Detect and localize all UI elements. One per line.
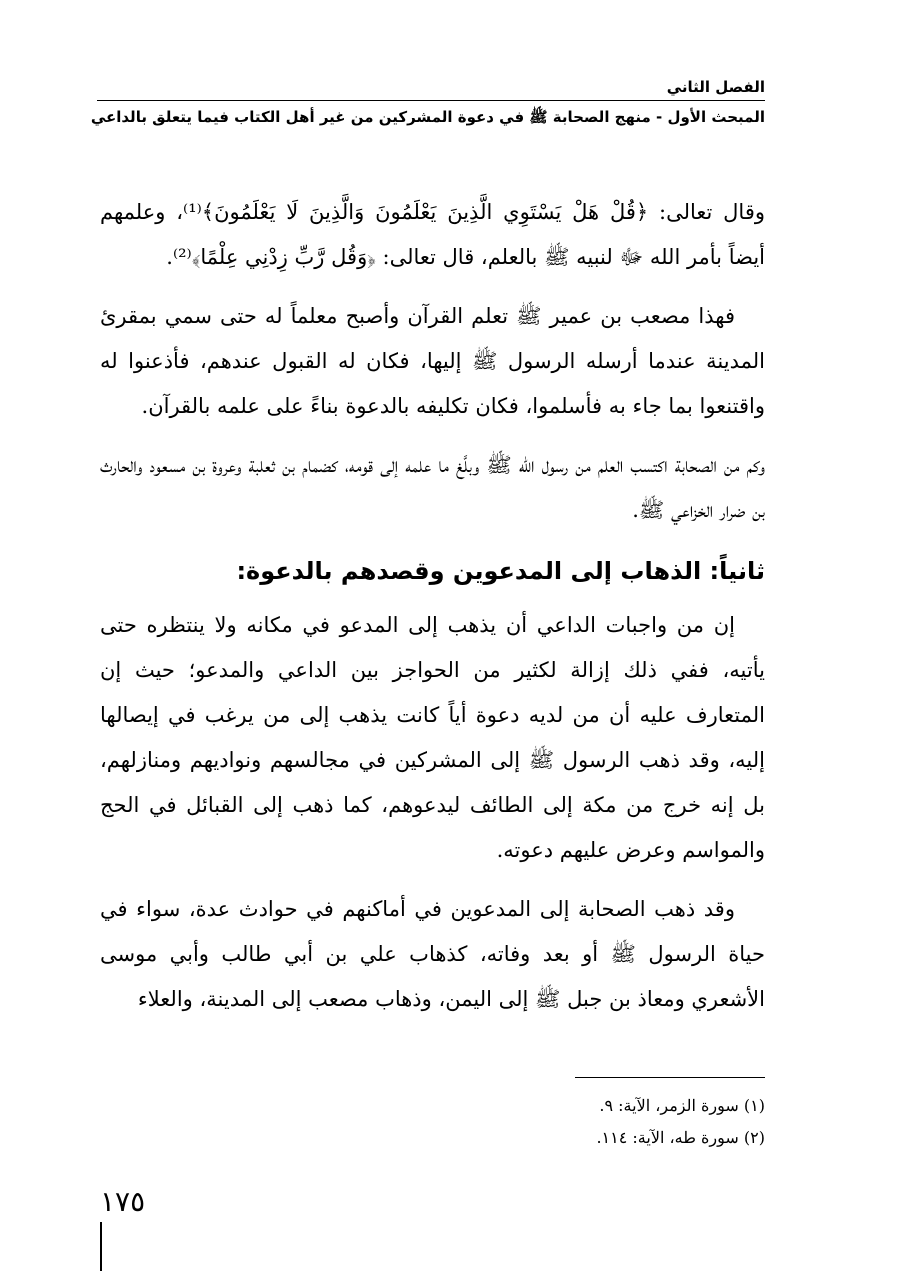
- header-divider: [97, 100, 765, 101]
- footnotes: [596, 1090, 765, 1154]
- footnote-divider: [575, 1077, 765, 1078]
- paragraph-companions: وكم من الصحابة اكتسب العلم من رسول الله ﷺ وبلَّغ ما علمه إلى قومه، كضمام بن ثعلبة وعروة بن مسعود والحارث بن ضرار الخزاعي ﷺ.: [100, 453, 765, 522]
- paragraph-quran-verses: وقال تعالى: ﴿قُلْ هَلْ يَسْتَوِي الَّذِينَ يَعْلَمُونَ وَالَّذِينَ لَا يَعْلَمُونَ﴾⁽¹⁾، وعلمهم أيضاً بأمر الله ﷻ لنبيه ﷺ بالعلم، قال تعالى: ﴿وَقُل رَّبِّ زِدْنِي عِلْمًا﴾⁽²⁾.: [100, 200, 766, 269]
- paragraph-companions-travel: وقد ذهب الصحابة إلى المدعوين في أماكنهم في حوادث عدة، سواء في حياة الرسول ﷺ أو بعد وفاته، كذهاب علي بن أبي طالب وأبي موسى الأشعري ومعاذ بن جبل ﷺ إلى اليمن، وذهاب مصعب إلى المدينة، والعلاء: [100, 897, 765, 1011]
- running-header-section: المبحث الأول - منهج الصحابة ﷺ في دعوة المشركين من غير أهل الكتاب فيما يتعلق بالداعي: [90, 108, 765, 126]
- footnote-1: (١) سورة الزمر، الآية: ٩.: [599, 1096, 765, 1115]
- section-heading: ثانياً: الذهاب إلى المدعوين وقصدهم بالدعوة:: [236, 557, 765, 585]
- running-header-chapter: الفصل الثاني: [666, 78, 765, 96]
- main-text: [100, 190, 765, 1036]
- paragraph-musab: فهذا مصعب بن عمير ﷺ تعلم القرآن وأصبح معلماً له حتى سمي بمقرئ المدينة عندما أرسله الرسول ﷺ إليها، فكان له القبول عندهم، فأذعنوا له واقتنعوا بما جاء به فأسلموا، فكان تكليفه بالدعوة بناءً على علمه بالقرآن.: [100, 304, 765, 418]
- paragraph-going-to-invitees: إن من واجبات الداعي أن يذهب إلى المدعو في مكانه ولا ينتظره حتى يأتيه، ففي ذلك إزالة لكثير من الحواجز بين الداعي والمدعو؛ حيث إن المتعارف عليه أن من لديه دعوة أياً كانت يذهب إلى من يرغب في إيصالها إليه، وقد ذهب الرسول ﷺ إلى المشركين في مجالسهم ونواديهم ومنازلهم، بل إنه خرج من مكة إلى الطائف ليدعوهم، كما ذهب إلى القبائل في الحج والمواسم وعرض عليهم دعوته.: [100, 613, 765, 862]
- margin-rule: [100, 1222, 102, 1271]
- footnote-2: (٢) سورة طه، الآية: ١١٤.: [596, 1128, 765, 1147]
- page-number: ١٧٥: [100, 1185, 146, 1218]
